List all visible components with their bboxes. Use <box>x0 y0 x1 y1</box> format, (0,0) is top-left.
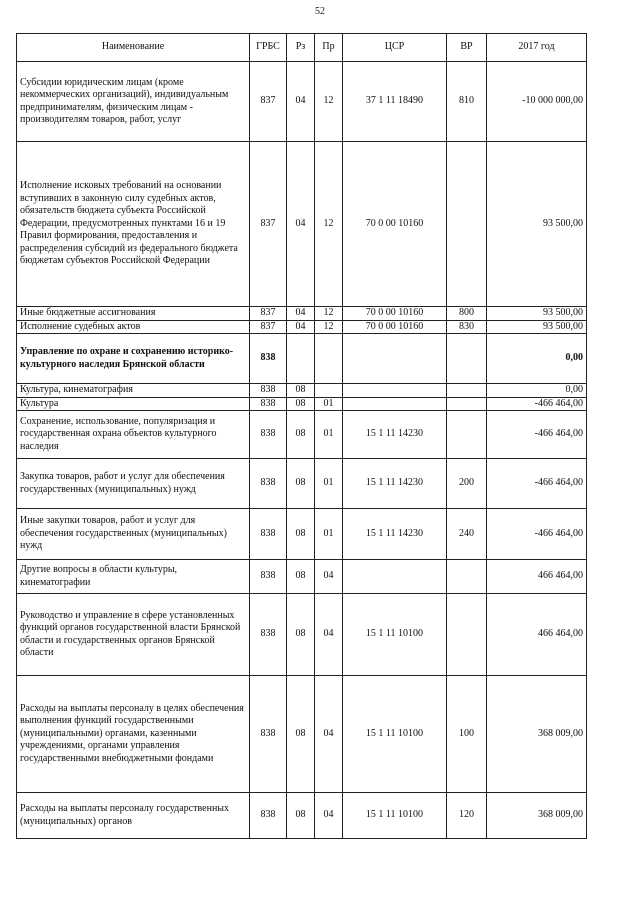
row-vr: 240 <box>447 509 487 560</box>
row-grbs: 838 <box>250 560 287 594</box>
row-pr: 12 <box>315 62 343 142</box>
row-name: Субсидии юридическим лицам (кроме некоммерческих организаций), индивидуальным предпринимателям, физическим лицам - производителям товаров, работ, услуг <box>17 62 250 142</box>
row-pr: 04 <box>315 560 343 594</box>
table-row <box>17 62 587 142</box>
row-name: Закупка товаров, работ и услуг для обеспечения государственных (муниципальных) нужд <box>17 459 250 509</box>
table-row <box>17 411 587 459</box>
row-grbs: 838 <box>250 411 287 459</box>
row-amount: -466 464,00 <box>487 459 587 509</box>
table-row <box>17 459 587 509</box>
row-csr: 15 1 11 10100 <box>343 676 447 793</box>
col-header-csr: ЦСР <box>343 34 447 62</box>
row-rz: 08 <box>287 411 315 459</box>
row-csr: 15 1 11 14230 <box>343 509 447 560</box>
table-row <box>17 594 587 676</box>
col-header-name: Наименование <box>17 34 250 62</box>
row-amount: 93 500,00 <box>487 307 587 321</box>
row-vr <box>447 384 487 398</box>
row-amount: 0,00 <box>487 334 587 384</box>
row-amount: 466 464,00 <box>487 560 587 594</box>
row-name: Культура, кинематография <box>17 384 250 398</box>
row-vr: 810 <box>447 62 487 142</box>
table-row <box>17 320 587 334</box>
row-name: Расходы на выплаты персоналу государственных (муниципальных) органов <box>17 793 250 839</box>
row-grbs: 838 <box>250 459 287 509</box>
row-rz: 08 <box>287 676 315 793</box>
row-csr: 15 1 11 14230 <box>343 411 447 459</box>
page-number: 52 <box>315 6 325 17</box>
row-rz <box>287 334 315 384</box>
budget-table <box>16 33 587 839</box>
row-csr: 70 0 00 10160 <box>343 307 447 321</box>
row-name: Сохранение, использование, популяризация и государственная охрана объектов культурного наследия <box>17 411 250 459</box>
row-name: Иные закупки товаров, работ и услуг для обеспечения государственных (муниципальных) нужд <box>17 509 250 560</box>
row-amount: -466 464,00 <box>487 411 587 459</box>
col-header-year: 2017 год <box>487 34 587 62</box>
row-grbs: 838 <box>250 793 287 839</box>
row-pr <box>315 384 343 398</box>
table-row <box>17 142 587 307</box>
table-header-row <box>17 34 587 62</box>
row-csr <box>343 560 447 594</box>
row-grbs: 838 <box>250 509 287 560</box>
row-rz: 08 <box>287 560 315 594</box>
row-rz: 08 <box>287 509 315 560</box>
row-pr: 04 <box>315 676 343 793</box>
row-pr: 12 <box>315 307 343 321</box>
row-csr: 15 1 11 14230 <box>343 459 447 509</box>
col-header-grbs: ГРБС <box>250 34 287 62</box>
table-row <box>17 307 587 321</box>
row-amount: 93 500,00 <box>487 142 587 307</box>
row-vr <box>447 334 487 384</box>
row-amount: -466 464,00 <box>487 397 587 411</box>
row-pr: 12 <box>315 142 343 307</box>
row-vr: 800 <box>447 307 487 321</box>
row-pr: 04 <box>315 594 343 676</box>
row-vr: 830 <box>447 320 487 334</box>
row-csr: 70 0 00 10160 <box>343 320 447 334</box>
row-grbs: 837 <box>250 142 287 307</box>
col-header-rz: Рз <box>287 34 315 62</box>
row-rz: 08 <box>287 793 315 839</box>
row-rz: 08 <box>287 459 315 509</box>
row-amount: 368 009,00 <box>487 676 587 793</box>
row-name: Другие вопросы в области культуры, кинематографии <box>17 560 250 594</box>
row-name: Управление по охране и сохранению историко-культурного наследия Брянской области <box>17 334 250 384</box>
row-name: Расходы на выплаты персоналу в целях обеспечения выполнения функций государственными (муниципальными) органами, казенными учреждениями, органами управления государственными внебюджетными фондами <box>17 676 250 793</box>
row-vr <box>447 411 487 459</box>
row-csr: 37 1 11 18490 <box>343 62 447 142</box>
row-amount: 368 009,00 <box>487 793 587 839</box>
row-rz: 08 <box>287 594 315 676</box>
row-grbs: 838 <box>250 334 287 384</box>
row-grbs: 838 <box>250 384 287 398</box>
table-row <box>17 397 587 411</box>
row-rz: 04 <box>287 62 315 142</box>
row-rz: 08 <box>287 397 315 411</box>
row-name: Исполнение судебных актов <box>17 320 250 334</box>
row-grbs: 838 <box>250 676 287 793</box>
row-grbs: 837 <box>250 307 287 321</box>
row-pr <box>315 334 343 384</box>
row-pr: 12 <box>315 320 343 334</box>
row-pr: 01 <box>315 397 343 411</box>
row-amount: -466 464,00 <box>487 509 587 560</box>
table-row <box>17 509 587 560</box>
row-name: Культура <box>17 397 250 411</box>
row-grbs: 838 <box>250 594 287 676</box>
row-csr: 70 0 00 10160 <box>343 142 447 307</box>
row-rz: 04 <box>287 307 315 321</box>
row-csr: 15 1 11 10100 <box>343 793 447 839</box>
table-row <box>17 334 587 384</box>
row-pr: 01 <box>315 509 343 560</box>
row-name: Руководство и управление в сфере установленных функций органов государственной власти Брянской области и государственных органов Брянской области <box>17 594 250 676</box>
row-grbs: 837 <box>250 320 287 334</box>
row-pr: 01 <box>315 411 343 459</box>
row-csr <box>343 384 447 398</box>
row-rz: 08 <box>287 384 315 398</box>
table-row <box>17 384 587 398</box>
table-row <box>17 793 587 839</box>
row-vr <box>447 594 487 676</box>
row-name: Иные бюджетные ассигнования <box>17 307 250 321</box>
row-grbs: 837 <box>250 62 287 142</box>
row-amount: 0,00 <box>487 384 587 398</box>
row-amount: 466 464,00 <box>487 594 587 676</box>
row-rz: 04 <box>287 142 315 307</box>
row-csr <box>343 334 447 384</box>
table-row <box>17 560 587 594</box>
row-vr <box>447 560 487 594</box>
row-csr: 15 1 11 10100 <box>343 594 447 676</box>
row-amount: 93 500,00 <box>487 320 587 334</box>
row-pr: 04 <box>315 793 343 839</box>
row-vr <box>447 142 487 307</box>
col-header-pr: Пр <box>315 34 343 62</box>
row-vr: 100 <box>447 676 487 793</box>
row-vr <box>447 397 487 411</box>
table-row <box>17 676 587 793</box>
row-csr <box>343 397 447 411</box>
row-amount: -10 000 000,00 <box>487 62 587 142</box>
row-grbs: 838 <box>250 397 287 411</box>
row-rz: 04 <box>287 320 315 334</box>
row-vr: 200 <box>447 459 487 509</box>
col-header-vr: ВР <box>447 34 487 62</box>
row-vr: 120 <box>447 793 487 839</box>
row-pr: 01 <box>315 459 343 509</box>
row-name: Исполнение исковых требований на основании вступивших в законную силу судебных актов, обязательств бюджета субъекта Российской Федерации, предусмотренных пунктами 16 и 19 Правил формирования, предоставления и распределения субсидий из федерального бюджета бюджетам субъектов Российской Федерации <box>17 142 250 307</box>
